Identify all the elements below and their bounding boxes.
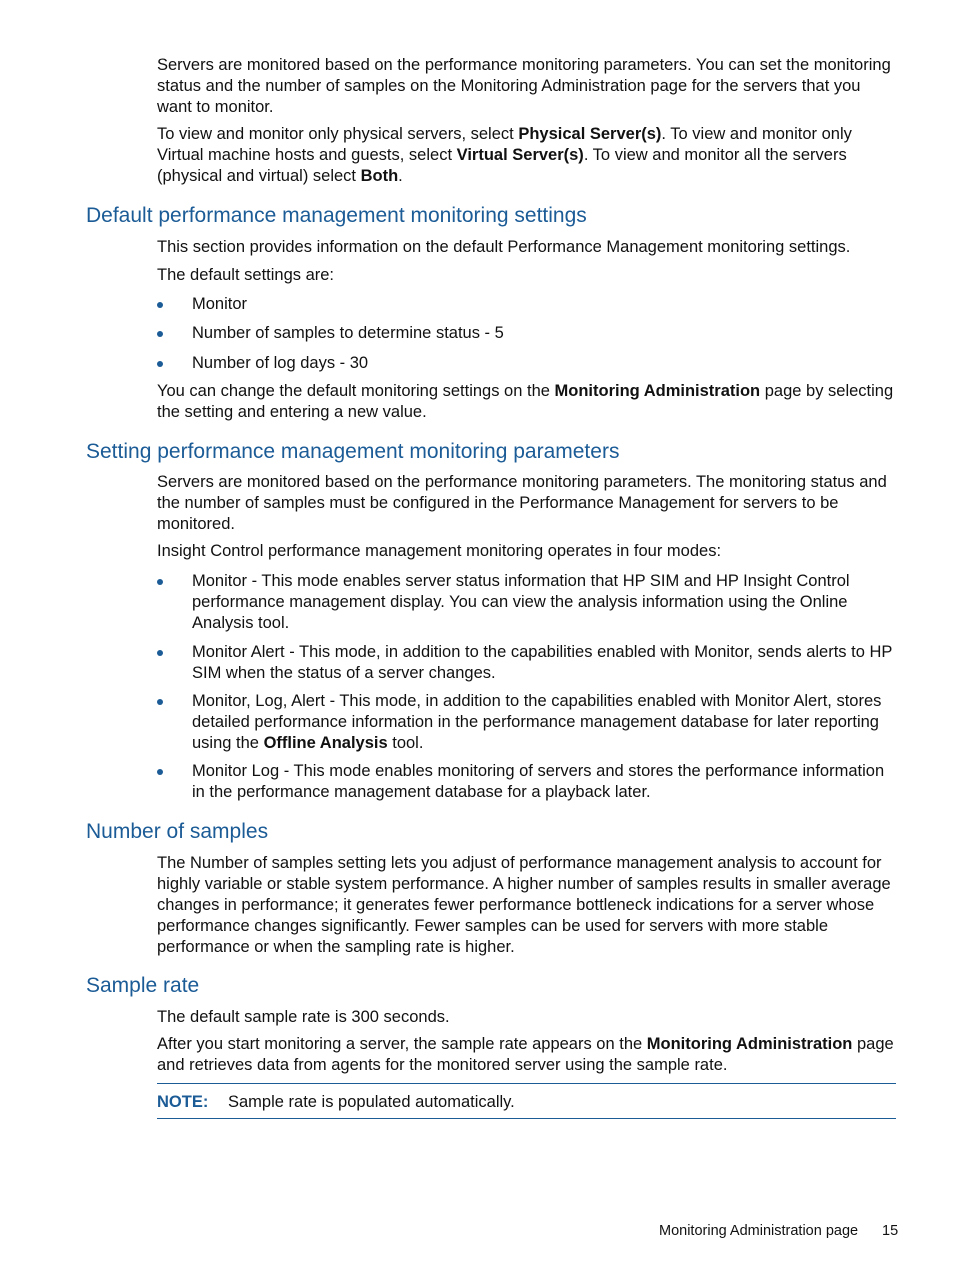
- list-item: Monitor Alert - This mode, in addition to the capabilities enabled with Monitor, sends alerts to HP SIM when the status of a server changes.: [157, 642, 899, 684]
- list-item: Monitor - This mode enables server status information that HP SIM and HP Insight Control performance management display. You can view the analysis information using the Online Analysis tool.: [157, 571, 899, 634]
- list-item: Number of log days - 30: [157, 353, 899, 374]
- bullet-icon: [157, 302, 163, 308]
- bullet-icon: [157, 579, 163, 585]
- bullet-icon: [157, 331, 163, 337]
- modes-label: Insight Control performance management monitoring operates in four modes:: [157, 542, 722, 560]
- heading-setting-parameters: Setting performance management monitoring parameters: [86, 440, 620, 463]
- note-label: NOTE:: [157, 1093, 209, 1111]
- bullet-icon: [157, 699, 163, 705]
- list-item: Monitor, Log, Alert - This mode, in addition to the capabilities enabled with Monitor Alert, stores detailed performance information in the performance management database for later reporting using the Offline Analysis tool.: [157, 691, 899, 754]
- intro-view-options-paragraph: To view and monitor only physical servers, select Physical Server(s). To view and monitor only Virtual machine hosts and guests, select Virtual Server(s). To view and monitor all the servers (physical and virtual) select Both.: [157, 125, 852, 185]
- page-number: 15: [882, 1223, 899, 1239]
- list-item: Monitor Log - This mode enables monitoring of servers and stores the performance information in the performance management database for a playback later.: [157, 761, 899, 803]
- heading-sample-rate: Sample rate: [86, 974, 200, 997]
- default-settings-label: The default settings are:: [157, 266, 335, 284]
- default-settings-intro: This section provides information on the default Performance Management monitoring settings.: [157, 238, 851, 256]
- footer-title: Monitoring Administration page: [659, 1223, 859, 1239]
- note-box: [157, 1083, 896, 1119]
- note-text: Sample rate is populated automatically.: [228, 1093, 515, 1111]
- list-item: Number of samples to determine status - 5: [157, 323, 899, 344]
- setting-parameters-intro: Servers are monitored based on the performance monitoring parameters. The monitoring status and the number of samples must be configured in the Performance Management for servers to be monitored.: [157, 473, 887, 533]
- number-of-samples-paragraph: The Number of samples setting lets you adjust of performance management analysis to account for highly variable or stable system performance. A higher number of samples results in smaller average changes in performance; it generates fewer performance bottleneck indications for a server whose performance changes significantly. Fewer samples can be used for servers with more stable performance or when the sampling rate is higher.: [157, 854, 891, 956]
- list-item: Monitor: [157, 294, 899, 315]
- default-settings-change-paragraph: You can change the default monitoring settings on the Monitoring Administration page by selecting the setting and entering a new value.: [157, 382, 894, 421]
- intro-paragraph: Servers are monitored based on the performance monitoring parameters. You can set the monitoring status and the number of samples on the Monitoring Administration page for the servers that you want to monitor.: [157, 56, 891, 116]
- bullet-icon: [157, 361, 163, 367]
- bullet-icon: [157, 650, 163, 656]
- heading-number-of-samples: Number of samples: [86, 820, 269, 843]
- heading-default-settings: Default performance management monitoring settings: [86, 204, 587, 227]
- sample-rate-default: The default sample rate is 300 seconds.: [157, 1008, 450, 1026]
- bullet-icon: [157, 769, 163, 775]
- sample-rate-paragraph: After you start monitoring a server, the sample rate appears on the Monitoring Administration page and retrieves data from agents for the monitored server using the sample rate.: [157, 1035, 894, 1074]
